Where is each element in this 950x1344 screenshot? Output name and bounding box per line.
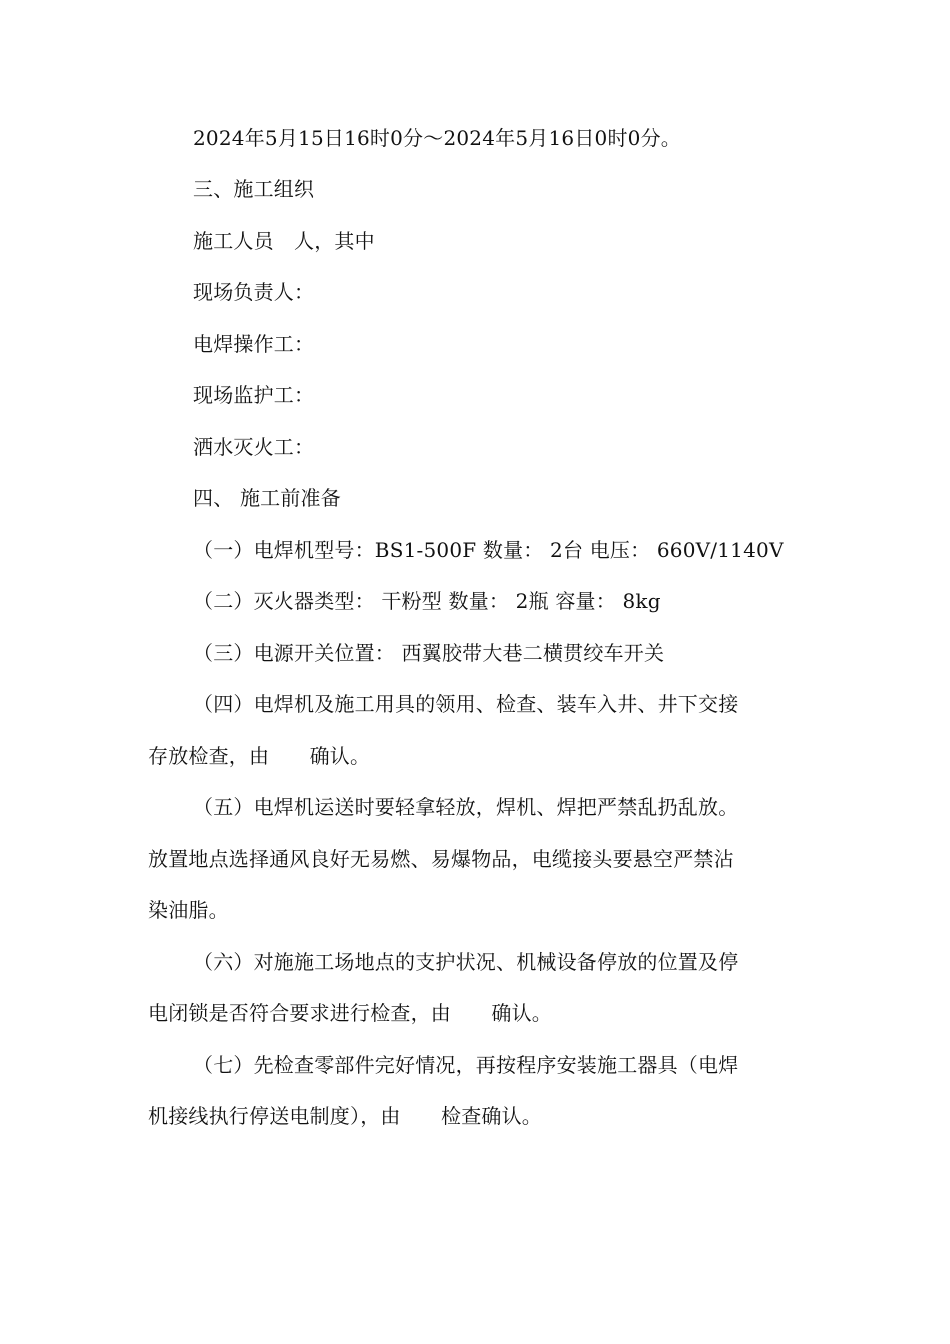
item-7-line-2: 机接线执行停送电制度），由 检查确认。	[148, 1104, 542, 1128]
welder-line: 电焊操作工：	[193, 332, 315, 356]
item-6-line-1: （六）对施施工场地点的支护状况、机械设备停放的位置及停	[193, 950, 739, 974]
item-5-line-3: 染油脂。	[148, 898, 229, 922]
item-3-power-switch: （三）电源开关位置： 西翼胶带大巷二横贯绞车开关	[193, 641, 665, 665]
schedule-time-line: 2024年5月15日16时0分～2024年5月16日0时0分。	[193, 126, 681, 150]
site-monitor-line: 现场监护工：	[193, 383, 315, 407]
item-7-line-1: （七）先检查零部件完好情况，再按程序安装施工器具（电焊	[193, 1053, 739, 1077]
item-6-line-2: 电闭锁是否符合要求进行检查，由 确认。	[148, 1001, 552, 1025]
staff-count-line: 施工人员 人，其中	[193, 229, 375, 253]
item-4-line-1: （四）电焊机及施工用具的领用、检查、装车入井、井下交接	[193, 692, 739, 716]
item-2-extinguisher-spec: （二）灭火器类型： 干粉型 数量： 2瓶 容量： 8kg	[193, 589, 661, 613]
item-5-line-2: 放置地点选择通风良好无易燃、易爆物品，电缆接头要悬空严禁沾	[148, 847, 734, 871]
fire-watch-line: 洒水灭火工：	[193, 435, 315, 459]
section-heading-preparation: 四、 施工前准备	[193, 486, 341, 510]
item-4-line-2: 存放检查，由 确认。	[148, 744, 371, 768]
item-5-line-1: （五）电焊机运送时要轻拿轻放，焊机、焊把严禁乱扔乱放。	[193, 795, 739, 819]
item-1-welder-spec: （一）电焊机型号：BS1-500F 数量： 2台 电压： 660V/1140V	[193, 538, 784, 562]
section-heading-organization: 三、施工组织	[193, 177, 315, 201]
site-manager-line: 现场负责人：	[193, 280, 315, 304]
